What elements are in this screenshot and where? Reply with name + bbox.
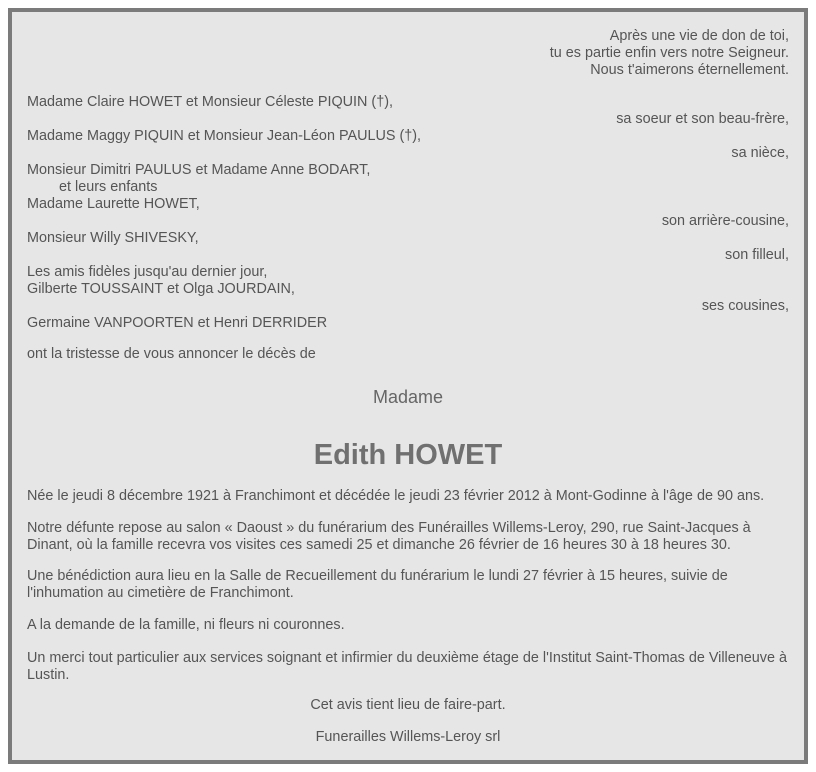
- relation-cousin: son arrière-cousine,: [661, 213, 789, 229]
- relation-godson: son filleul,: [725, 247, 789, 263]
- closing-note: Cet avis tient lieu de faire-part.: [310, 697, 506, 713]
- family-claire: Madame Claire HOWET et Monsieur Céleste PIQUIN (†),: [27, 94, 393, 110]
- relation-sister: sa soeur et son beau-frère,: [616, 111, 789, 127]
- paragraph-thanks: Un merci tout particulier aux services soignant et infirmier du deuxième étage de l'Institut Saint-Thomas de Villeneuve à Lustin.: [27, 650, 787, 683]
- family-children: et leurs enfants: [59, 179, 158, 195]
- paragraph-benediction: Une bénédiction aura lieu en la Salle de Recueillement du funérarium le lundi 27 février à 15 heures, suivie de l'inhumation au cimetière de Franchimont.: [27, 568, 728, 601]
- family-maggy: Madame Maggy PIQUIN et Monsieur Jean-Léon PAULUS (†),: [27, 128, 422, 144]
- relation-cousins: ses cousines,: [701, 298, 789, 314]
- poem-line-2: tu es partie enfin vers notre Seigneur.: [549, 45, 789, 61]
- poem-line-3: Nous t'aimerons éternellement.: [590, 62, 789, 78]
- deceased-title: Madame: [372, 387, 444, 407]
- paragraph-birth: Née le jeudi 8 décembre 1921 à Franchimont et décédée le jeudi 23 février 2012 à Mont-Godinne à l'âge de 90 ans.: [27, 488, 765, 504]
- obituary-notice: [8, 8, 808, 764]
- deceased-name: Edith HOWET: [313, 439, 503, 471]
- family-gilberte: Gilberte TOUSSAINT et Olga JOURDAIN,: [27, 281, 295, 297]
- funeral-home-signature: Funerailles Willems-Leroy srl: [315, 729, 501, 745]
- family-friends: Les amis fidèles jusqu'au dernier jour,: [27, 264, 268, 280]
- paragraph-flowers: A la demande de la famille, ni fleurs ni couronnes.: [27, 617, 345, 633]
- poem-line-1: Après une vie de don de toi,: [609, 28, 789, 44]
- relation-niece: sa nièce,: [731, 145, 789, 161]
- paragraph-salon: Notre défunte repose au salon « Daoust » du funérarium des Funérailles Willems-Leroy, 290, rue Saint-Jacques à Dinant, où la famille recevra vos visites ces samedi 25 et dimanche 26 février de 16 heures 30 à 18 heures 30.: [27, 520, 751, 553]
- family-willy: Monsieur Willy SHIVESKY,: [27, 230, 199, 246]
- family-laurette: Madame Laurette HOWET,: [27, 196, 200, 212]
- family-dimitri: Monsieur Dimitri PAULUS et Madame Anne BODART,: [27, 162, 371, 178]
- family-germaine: Germaine VANPOORTEN et Henri DERRIDER: [27, 315, 328, 331]
- announcement: ont la tristesse de vous annoncer le décès de: [27, 346, 316, 362]
